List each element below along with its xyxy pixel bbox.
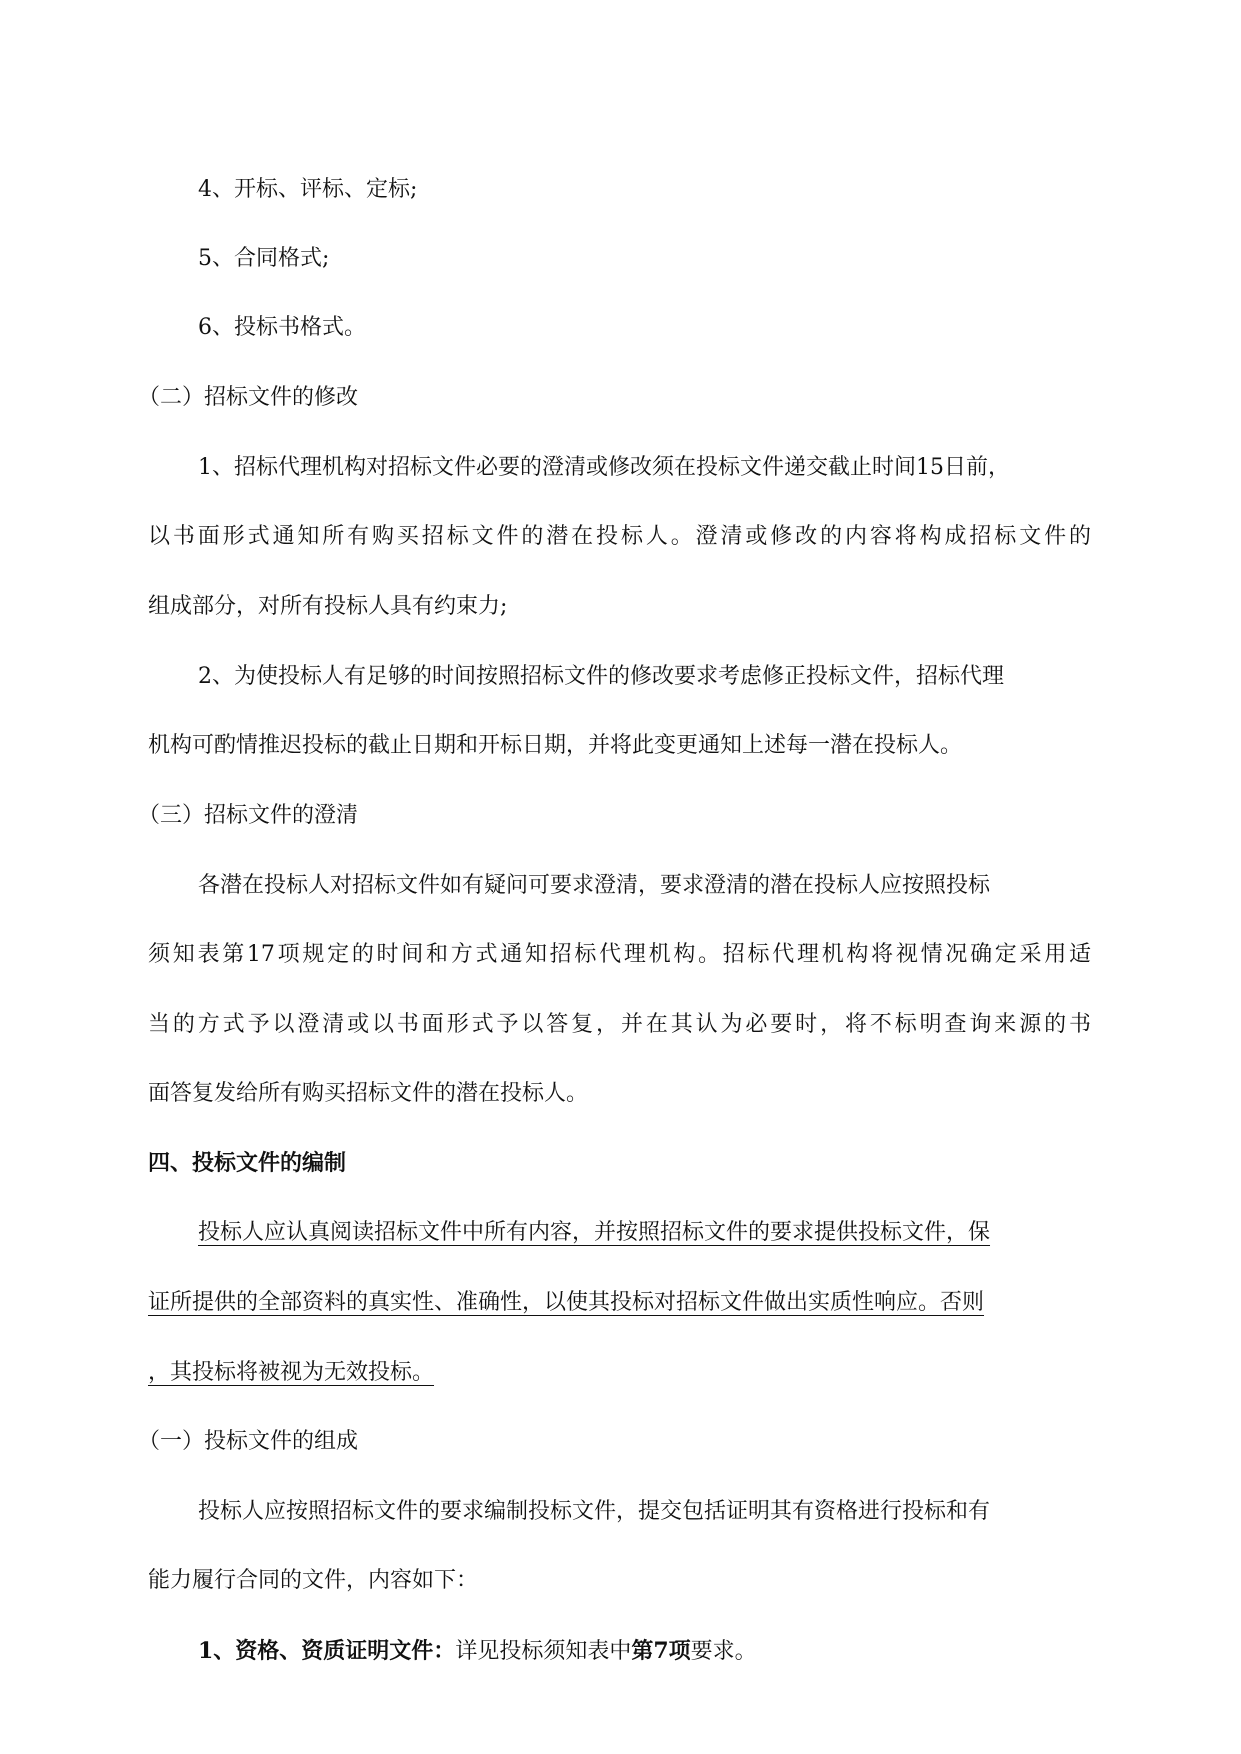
underlined-paragraph-line: 证所提供的全部资料的真实性、准确性，以使其投标对招标文件做出实质性响应。否则 — [148, 1290, 985, 1315]
qualification-item-suffix: 要求。 — [690, 1639, 757, 1664]
paragraph-line: 须知表第17项规定的时间和方式通知招标代理机构。招标代理机构将视情况确定采用适 — [148, 942, 1091, 967]
section-heading-clarification: （三）招标文件的澄清 — [138, 803, 359, 828]
qualification-item-text: 详见投标须知表中 — [455, 1639, 632, 1664]
list-item-5: 5、合同格式; — [198, 246, 330, 271]
paragraph-line: 2、为使投标人有足够的时间按照招标文件的修改要求考虑修正投标文件，招标代理 — [198, 664, 1004, 689]
paragraph-line: 以书面形式通知所有购买招标文件的潜在投标人。澄清或修改的内容将构成招标文件的 — [148, 524, 1091, 549]
paragraph-line: 组成部分，对所有投标人具有约束力; — [148, 594, 508, 619]
section-heading-modification: （二）招标文件的修改 — [138, 385, 359, 410]
paragraph-line: 机构可酌情推迟投标的截止日期和开标日期，并将此变更通知上述每一潜在投标人。 — [148, 733, 963, 758]
paragraph-line: 1、招标代理机构对招标文件必要的澄清或修改须在投标文件递交截止时间15日前， — [198, 455, 1010, 480]
section-heading-composition: （一）投标文件的组成 — [138, 1429, 359, 1454]
paragraph-line: 面答复发给所有购买招标文件的潜在投标人。 — [148, 1081, 589, 1106]
qualification-item-ref: 第7项 — [631, 1638, 691, 1664]
underlined-paragraph-line: 投标人应认真阅读招标文件中所有内容，并按照招标文件的要求提供投标文件，保 — [198, 1220, 991, 1245]
part-heading-bid-preparation: 四、投标文件的编制 — [148, 1150, 347, 1176]
underlined-paragraph-line: ，其投标将被视为无效投标。 — [148, 1360, 435, 1385]
list-item-6: 6、投标书格式。 — [198, 315, 366, 340]
qualification-item-label: 1、资格、资质证明文件： — [198, 1638, 456, 1664]
qualification-item — [198, 1636, 757, 1667]
paragraph-line: 能力履行合同的文件，内容如下： — [148, 1568, 479, 1593]
paragraph-line: 各潜在投标人对招标文件如有疑问可要求澄清，要求澄清的潜在投标人应按照投标 — [198, 873, 991, 898]
paragraph-line: 投标人应按照招标文件的要求编制投标文件，提交包括证明其有资格进行投标和有 — [198, 1499, 991, 1524]
list-item-4: 4、开标、评标、定标; — [198, 177, 418, 202]
paragraph-line: 当的方式予以澄清或以书面形式予以答复，并在其认为必要时，将不标明查询来源的书 — [148, 1012, 1091, 1037]
